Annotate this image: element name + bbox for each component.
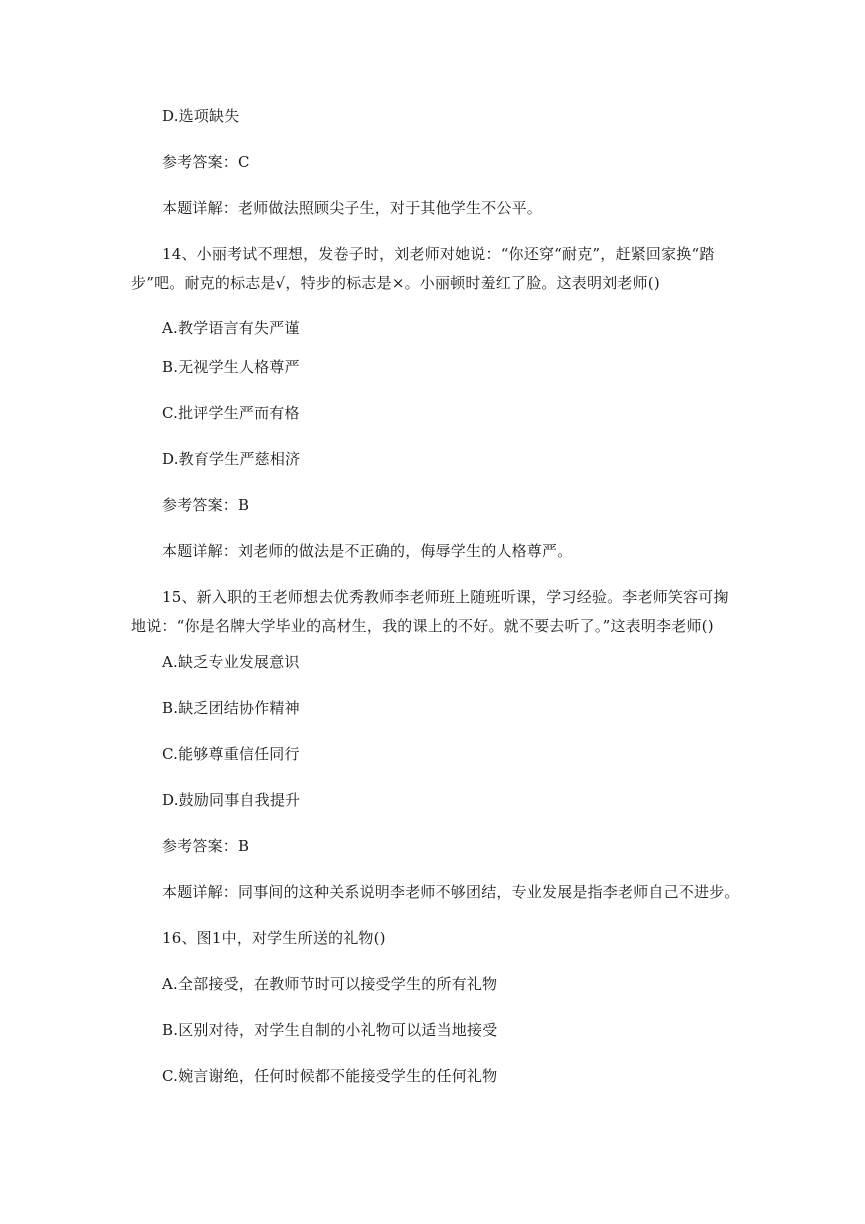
explanation-q15: 本题详解：同事间的这种关系说明李老师不够团结，专业发展是指李老师自己不进步。: [162, 883, 740, 901]
option-c-q15: C.能够尊重信任同行: [162, 745, 300, 763]
option-d-q15: D.鼓励同事自我提升: [162, 791, 301, 809]
explanation-q14: 本题详解：刘老师的做法是不正确的，侮辱学生的人格尊严。: [162, 542, 573, 560]
option-a-q15: A.缺乏专业发展意识: [162, 653, 300, 671]
question-14: [131, 240, 741, 298]
explanation-q13: 本题详解：老师做法照顾尖子生，对于其他学生不公平。: [162, 199, 543, 217]
option-d-q14: D.教育学生严慈相济: [162, 450, 301, 468]
option-d-q13: D.选项缺失: [162, 107, 240, 125]
answer-q13: 参考答案：C: [162, 153, 250, 171]
option-c-q16: C.婉言谢绝，任何时候都不能接受学生的任何礼物: [162, 1067, 498, 1085]
answer-q15: 参考答案：B: [162, 837, 250, 855]
question-14-text: 14、小丽考试不理想，发卷子时，刘老师对她说：“你还穿“耐克”，赶紧回家换“踏步”吧。耐克的标志是√，特步的标志是×。小丽顿时羞红了脸。这表明刘老师(): [131, 245, 715, 292]
option-b-q14: B.无视学生人格尊严: [162, 358, 300, 376]
question-16: 16、图1中，对学生所送的礼物(): [162, 929, 386, 947]
option-b-q16: B.区别对待，对学生自制的小礼物可以适当地接受: [162, 1021, 498, 1039]
option-b-q15: B.缺乏团结协作精神: [162, 699, 300, 717]
question-15-text: 15、新入职的王老师想去优秀教师李老师班上随班听课，学习经验。李老师笑容可掬地说：“你是名牌大学毕业的高材生，我的课上的不好。就不要去听了。”这表明李老师(): [131, 588, 729, 635]
answer-q14: 参考答案：B: [162, 496, 250, 514]
question-15: [131, 583, 741, 641]
option-a-q14: A.教学语言有失严谨: [162, 319, 300, 337]
option-a-q16: A.全部接受，在教师节时可以接受学生的所有礼物: [162, 975, 498, 993]
option-c-q14: C.批评学生严而有格: [162, 404, 300, 422]
